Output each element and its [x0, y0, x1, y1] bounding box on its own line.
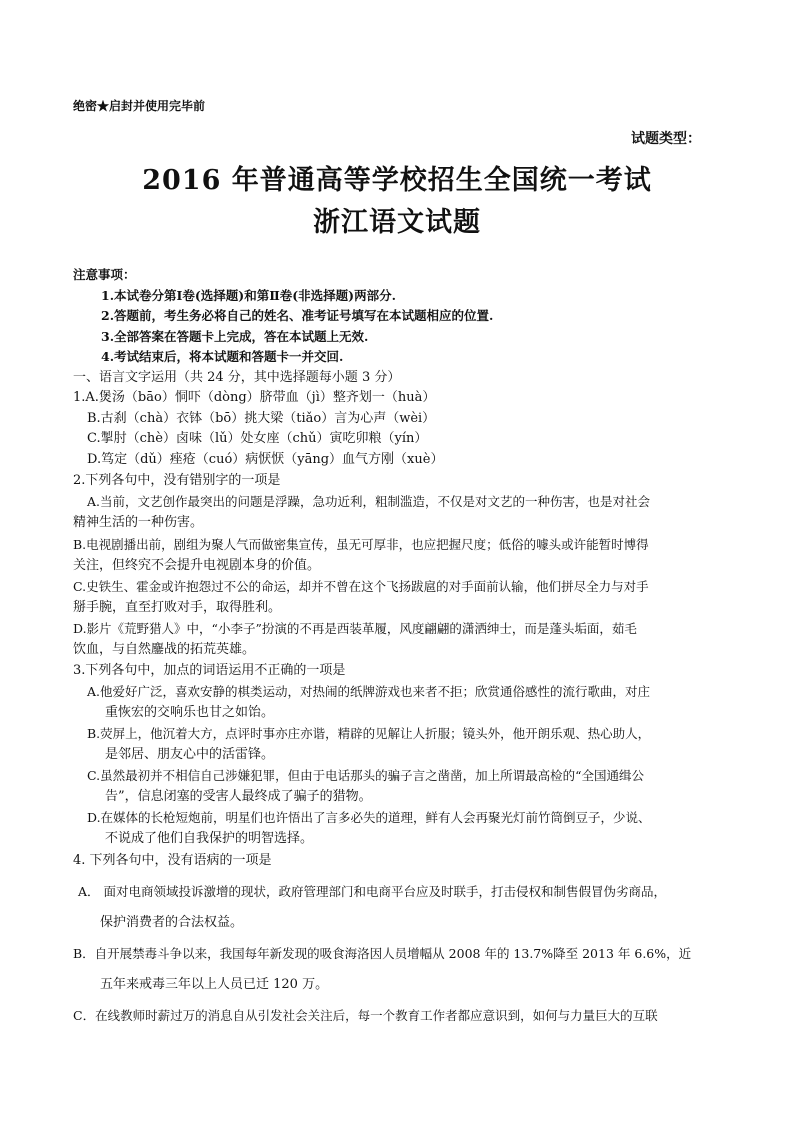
q4-option-c: C．在线教师时薪过万的消息自从引发社会关注后，每一个教育工作者都应意识到，如何与力量巨大的互联 [73, 1008, 658, 1023]
q3-option-d-cont: 不说成了他们自我保护的明智选择。 [105, 831, 314, 846]
q3-option-b-cont: 是邻居、朋友心中的活雷锋。 [105, 747, 275, 762]
q3-option-d: D.在媒体的长枪短炮前，明星们也许悟出了言多必失的道理，鲜有人会再聚光灯前竹筒倒豆子，少说、 [87, 810, 651, 825]
q2-option-a: A.当前，文艺创作最突出的问题是浮躁，急功近利，粗制滥造，不仅是对文艺的一种伤害，也是对社会 [87, 494, 651, 509]
q2-option-d: D.影片《荒野猎人》中，“小李子”扮演的不再是西装革履，风度翩翩的潇洒绅士，而是蓬头垢面，茹毛 [73, 621, 637, 636]
q4-option-a: A． 面对电商领域投诉激增的现状，政府管理部门和电商平台应及时联手，打击侵权和制售假冒伪劣商品， [78, 884, 667, 899]
notice-item: 1.本试卷分第Ⅰ卷(选择题)和第Ⅱ卷(非选择题)两部分. [101, 288, 396, 303]
q2-option-b-cont: 关注，但终究不会提升电视剧本身的价值。 [73, 558, 321, 573]
q2-stem: 2.下列各句中，没有错别字的一项是 [73, 473, 281, 488]
q3-option-a: A.他爱好广泛，喜欢安静的棋类运动，对热闹的纸牌游戏也来者不拒；欣赏通俗感性的流行歌曲，对庄 [87, 684, 651, 699]
q2-option-c: C.史铁生、霍金或许抱怨过不公的命运，却并不曾在这个飞扬跋扈的对手面前认输，他们拼尽全力与对手 [73, 579, 649, 594]
q3-stem: 3.下列各句中，加点的词语运用不正确的一项是 [73, 663, 346, 678]
q1-option-d: D.笃定（dǔ）痤疮（cuó）病恹恹（yāng）血气方刚（xuè） [87, 452, 444, 467]
q1-option-c: C.掣肘（chè）卤味（lǔ）处女座（chǔ）寅吃卯粮（yín） [87, 431, 428, 446]
notice-item: 2.答题前，考生务必将自己的姓名、准考证号填写在本试题相应的位置. [101, 308, 494, 323]
q4-option-b: B．自开展禁毒斗争以来，我国每年新发现的吸食海洛因人员增幅从 2008 年的 13.7%降至 2013 年 6.6%，近 [73, 946, 692, 961]
notice-heading: 注意事项： [73, 267, 136, 282]
section-heading: 一、语言文字运用（共 24 分，其中选择题每小题 3 分） [73, 370, 401, 385]
exam-subtitle: 浙江语文试题 [313, 207, 481, 238]
notice-item: 4.考试结束后，将本试题和答题卡一并交回. [101, 349, 344, 364]
q4-option-a-cont: 保护消费者的合法权益。 [100, 915, 244, 930]
notice-item: 3.全部答案在答题卡上完成，答在本试题上无效. [101, 329, 369, 344]
q2-option-b: B.电视剧播出前，剧组为聚人气而做密集宣传，虽无可厚非，也应把握尺度；低俗的噱头或许能暂时博得 [73, 537, 649, 552]
q4-option-b-cont: 五年来戒毒三年以上人员已迁 120 万。 [100, 977, 329, 992]
q3-option-b: B.荧屏上，他沉着大方，点评时事亦庄亦谐，精辟的见解让人折服；镜头外，他开朗乐观、热心助人， [87, 726, 651, 741]
question-type-label: 试题类型： [631, 131, 701, 147]
q3-option-a-cont: 重恢宏的交响乐也甘之如饴。 [105, 705, 275, 720]
confidential-mark: 绝密★启封并使用完毕前 [73, 99, 206, 113]
q1-option-a: 1.A.煲汤（bāo）恫吓（dòng）脐带血（jì）整齐划一（huà） [73, 390, 436, 405]
exam-title: 2016 年普通高等学校招生全国统一考试 [142, 165, 652, 196]
q1-option-b: B.古刹（chà）衣钵（bō）挑大梁（tiǎo）言为心声（wèi） [87, 411, 436, 426]
q3-option-c-cont: 告”，信息闭塞的受害人最终成了骗子的猎物。 [105, 789, 372, 804]
q2-option-a-cont: 精神生活的一种伤害。 [73, 515, 204, 530]
q4-stem: 4. 下列各句中，没有语病的一项是 [73, 853, 272, 868]
q2-option-d-cont: 饮血，与自然鏖战的拓荒英雄。 [73, 642, 256, 657]
q2-option-c-cont: 掰手腕，直至打败对手，取得胜利。 [73, 600, 282, 615]
q3-option-c: C.虽然最初并不相信自己涉嫌犯罪，但由于电话那头的骗子言之凿凿，加上所谓最高检的“全国通缉公 [87, 768, 644, 783]
